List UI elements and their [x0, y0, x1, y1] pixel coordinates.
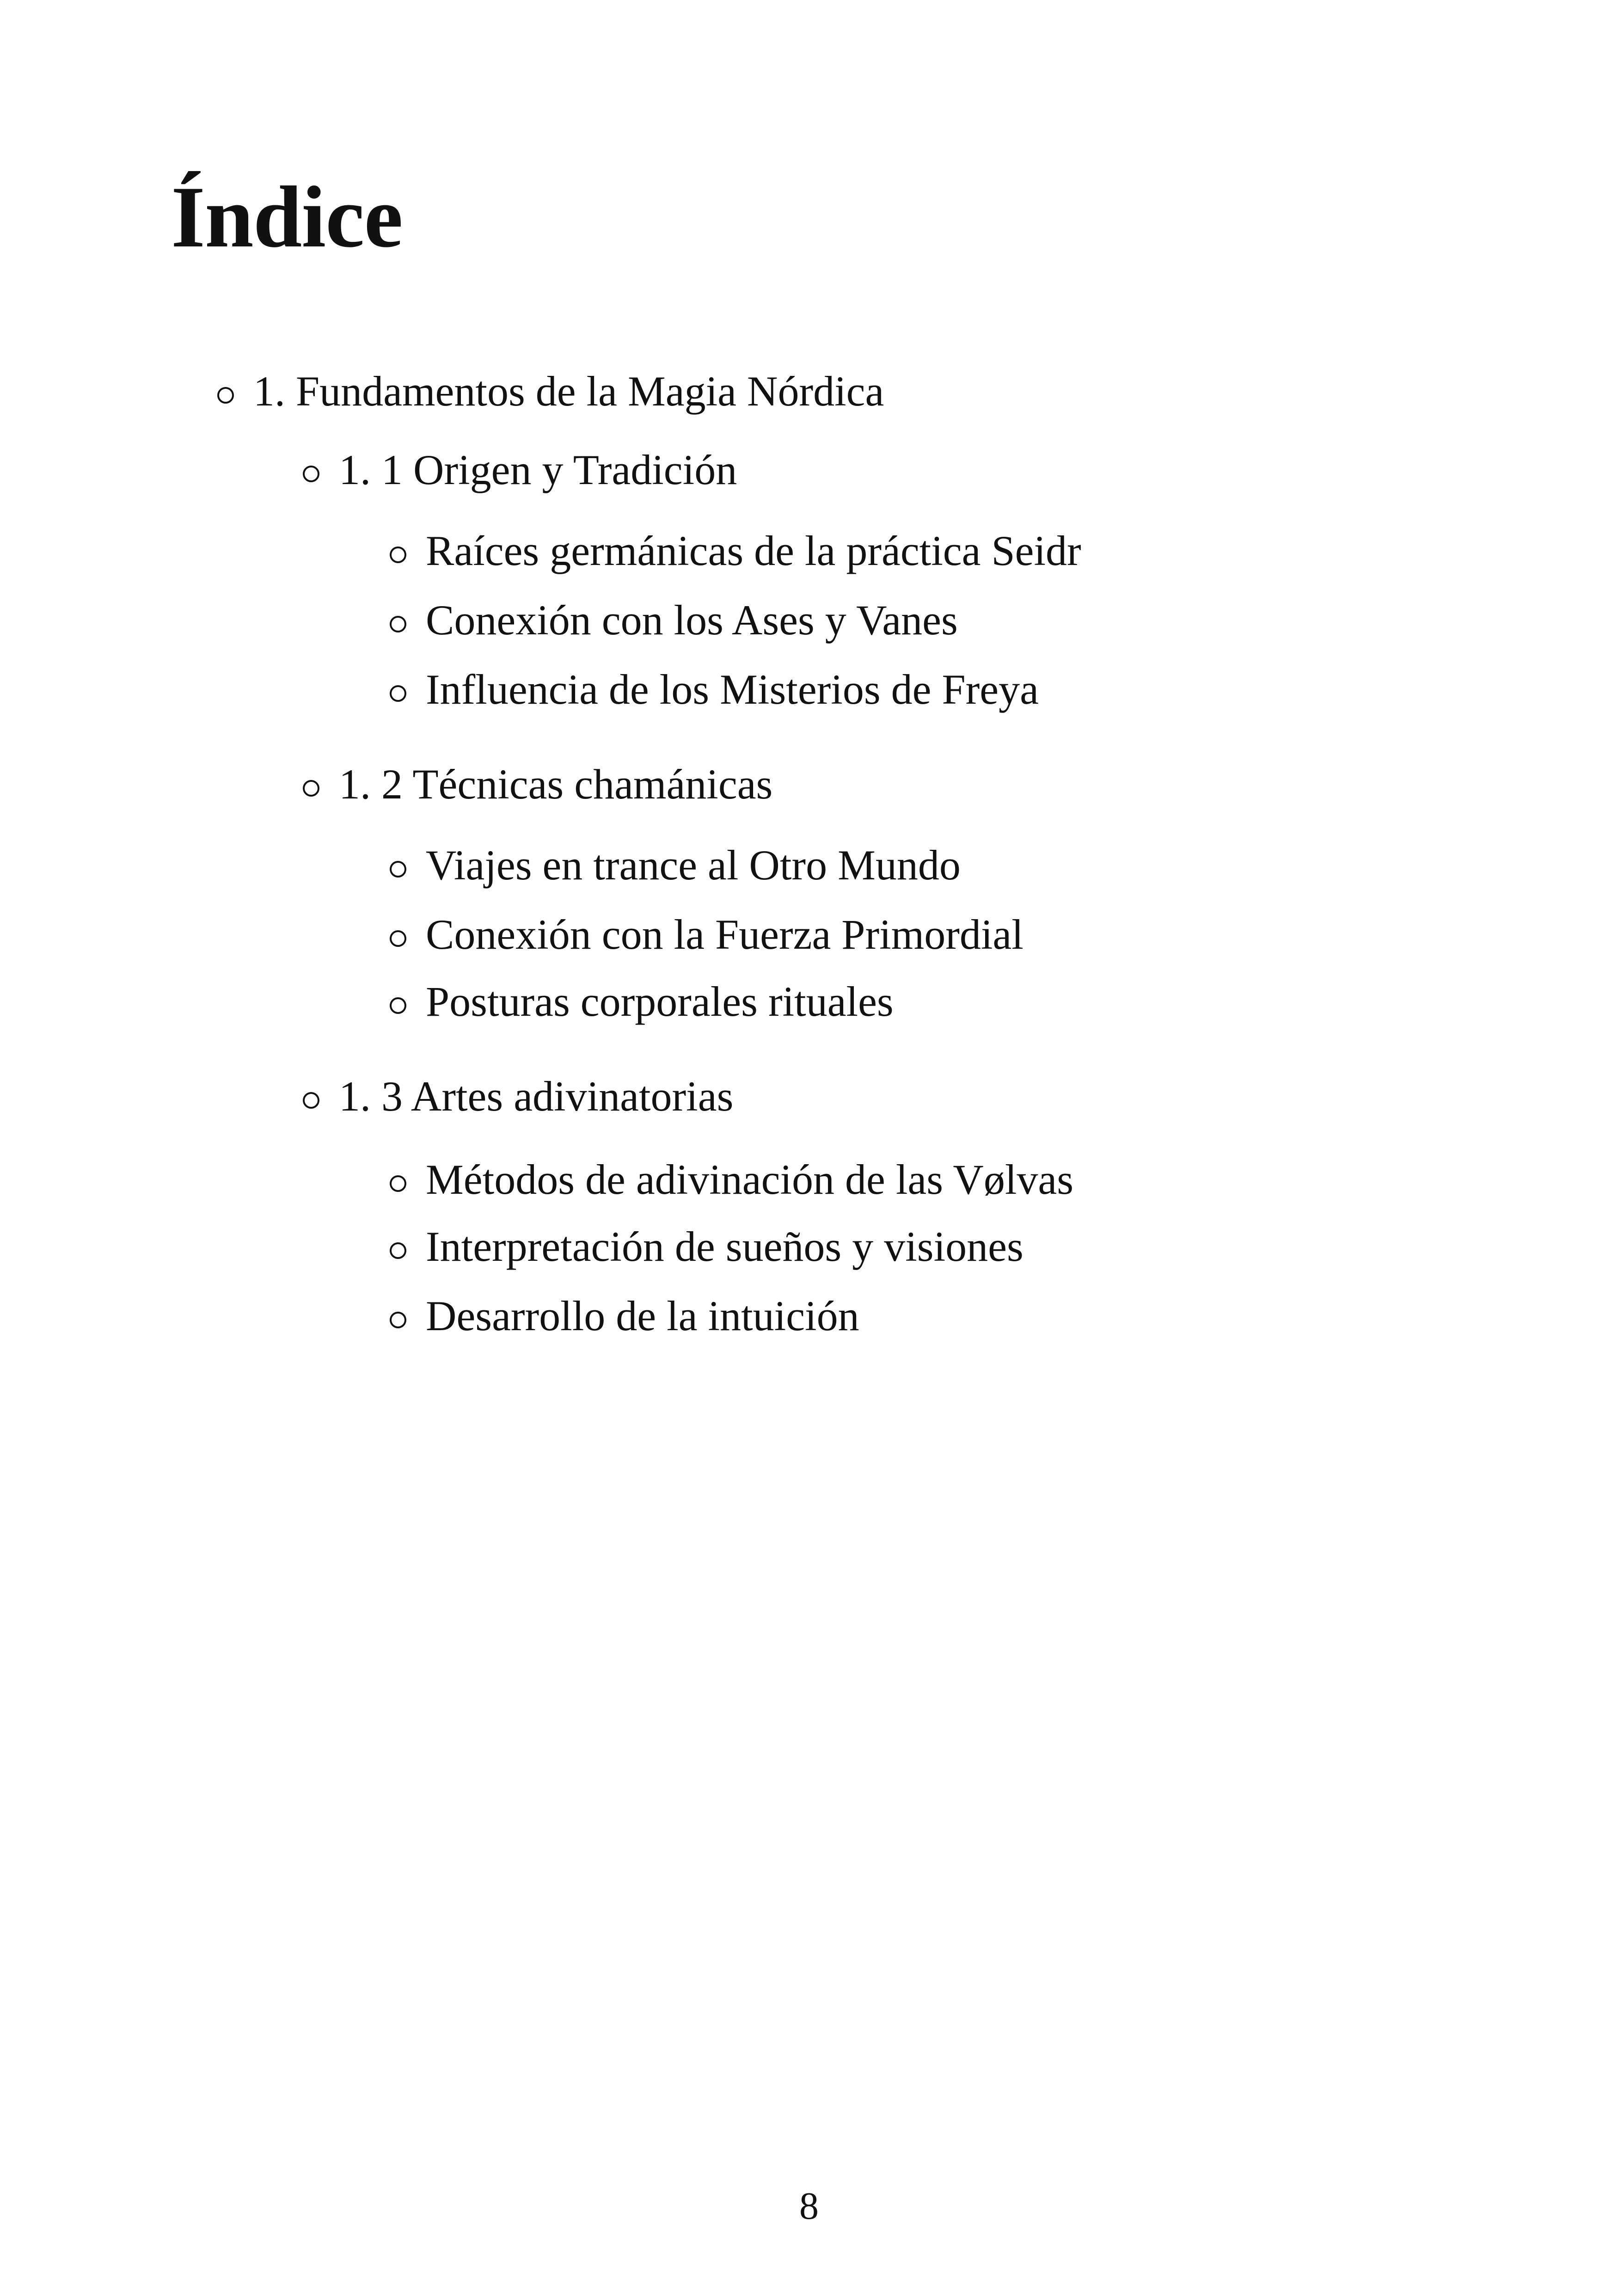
- toc-item-label: Interpretación de sueños y visiones: [426, 1223, 1024, 1270]
- page-title: Índice: [171, 169, 403, 266]
- toc-item[interactable]: [390, 1158, 1073, 1201]
- toc-item-label: Viajes en trance al Otro Mundo: [426, 841, 961, 889]
- toc-section-label: 1. Fundamentos de la Magia Nórdica: [253, 368, 884, 415]
- toc-item-label: Raíces germánicas de la práctica Seidr: [426, 527, 1081, 574]
- toc-section[interactable]: [217, 368, 884, 415]
- toc-item[interactable]: [390, 668, 1039, 711]
- circle-bullet-icon: [303, 1092, 319, 1109]
- page-number: 8: [799, 2185, 819, 2228]
- toc-subsection-label: 1. 1 Origen y Tradición: [339, 446, 737, 493]
- toc-item[interactable]: [390, 596, 958, 644]
- toc-item[interactable]: [390, 1225, 1024, 1268]
- toc-subsection[interactable]: [303, 1073, 734, 1120]
- circle-bullet-icon: [303, 466, 319, 482]
- circle-bullet-icon: [390, 861, 406, 878]
- toc-item[interactable]: [390, 841, 961, 889]
- toc-item-label: Métodos de adivinación de las Vølvas: [426, 1156, 1074, 1203]
- circle-bullet-icon: [390, 616, 406, 632]
- toc-subsection[interactable]: [303, 761, 773, 808]
- toc-item[interactable]: [390, 1292, 859, 1339]
- toc-subsection-label: 1. 3 Artes adivinatorias: [339, 1073, 734, 1120]
- toc-item-label: Conexión con los Ases y Vanes: [426, 596, 958, 644]
- circle-bullet-icon: [390, 1175, 406, 1192]
- toc-item-label: Posturas corporales rituales: [426, 978, 894, 1025]
- circle-bullet-icon: [390, 546, 406, 563]
- toc-item[interactable]: [390, 529, 1081, 572]
- circle-bullet-icon: [303, 780, 319, 797]
- circle-bullet-icon: [217, 387, 234, 404]
- toc-subsection-label: 1. 2 Técnicas chamánicas: [339, 761, 773, 808]
- toc-item[interactable]: [390, 913, 1024, 956]
- toc-item-label: Influencia de los Misterios de Freya: [426, 666, 1039, 713]
- toc-item-label: Conexión con la Fuerza Primordial: [426, 911, 1024, 958]
- circle-bullet-icon: [390, 1242, 406, 1259]
- toc-item-label: Desarrollo de la intuición: [426, 1292, 859, 1339]
- circle-bullet-icon: [390, 930, 406, 947]
- toc-subsection[interactable]: [303, 448, 737, 491]
- circle-bullet-icon: [390, 1312, 406, 1328]
- circle-bullet-icon: [390, 997, 406, 1014]
- circle-bullet-icon: [390, 685, 406, 702]
- toc-item[interactable]: [390, 980, 894, 1023]
